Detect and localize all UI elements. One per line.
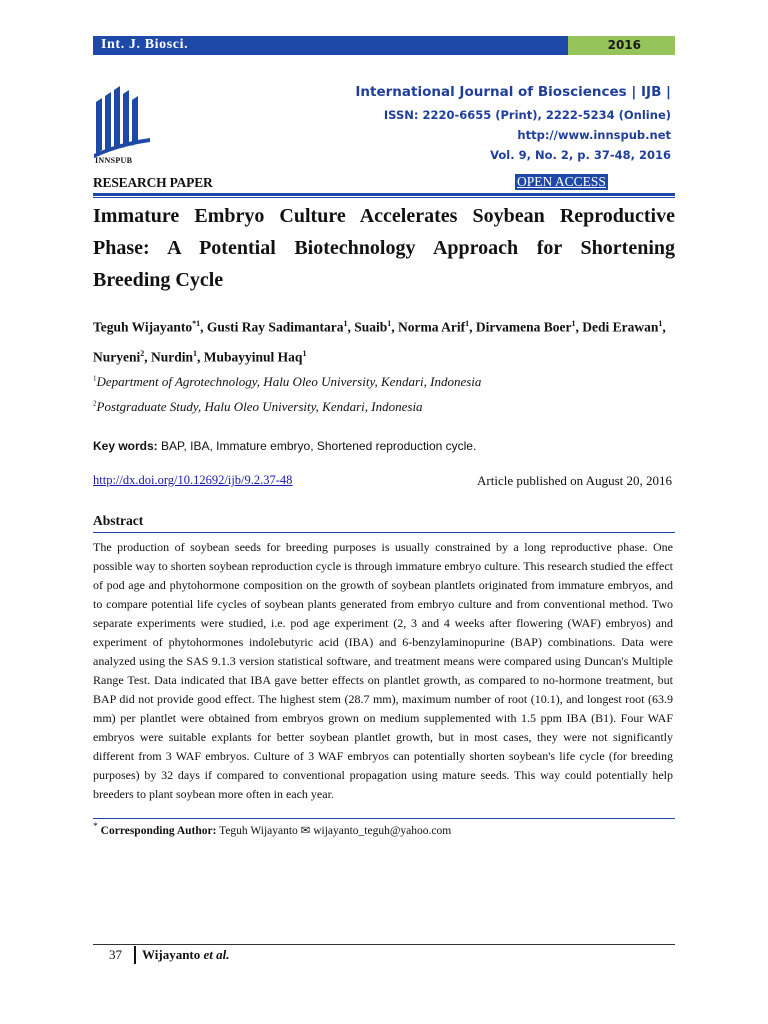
author-name: Suaib: [354, 319, 388, 335]
author-affiliation-marker: 2: [140, 348, 145, 358]
header-bar-left: [93, 36, 568, 55]
footer-running-author: [142, 947, 230, 963]
author-name: Dedi Erawan: [582, 319, 659, 335]
author-affiliation-marker: 1: [302, 348, 307, 358]
keywords-label: Key words:: [93, 439, 158, 453]
journal-url[interactable]: http://www.innspub.net: [517, 128, 671, 142]
footer-separator: [134, 946, 136, 964]
journal-header-bar: [93, 36, 675, 55]
author-name: Norma Arif: [397, 319, 466, 335]
abstract-heading: Abstract: [93, 513, 144, 528]
envelope-icon: ✉: [300, 824, 311, 837]
footer-divider: [93, 944, 675, 945]
abstract-bottom-divider: [93, 818, 675, 819]
author-name: Nurdin: [151, 349, 194, 364]
publish-date: Article published on August 20, 2016: [477, 473, 672, 488]
keywords: [93, 439, 476, 453]
author-affiliation-marker: *1: [192, 319, 201, 328]
footer-author-name: Wijayanto: [142, 947, 201, 962]
author-affiliation-marker: 1: [465, 319, 470, 328]
author-name: Dirvamena Boer: [475, 319, 572, 335]
author-name: Mubayyinul Haq: [203, 349, 303, 364]
author-list: Teguh Wijayanto$^{*1}$, Gusti Ray Sadimantara$^1$, Suaib$^1$, Norma Arif$^1$, Dirvamena Boer$^1$, Dedi Erawan$^1$, Nuryeni$^2$, Nurdin$^1$, Mubayyinul Haq$^1$: [93, 319, 666, 364]
author-affiliation-marker: 1: [387, 319, 392, 328]
corresponding-email[interactable]: wijayanto_teguh@yahoo.com: [313, 824, 452, 837]
journal-short-name: Int. J. Biosci.: [101, 37, 189, 52]
keywords-text: BAP, IBA, Immature embryo, Shortened reproduction cycle.: [161, 439, 477, 453]
corresponding-marker: *: [93, 821, 98, 832]
header-divider-thin: [93, 197, 675, 198]
affiliation-text: Department of Agrotechnology, Halu Oleo University, Kendari, Indonesia: [96, 374, 482, 389]
footer-etal: et al.: [203, 947, 230, 962]
affiliation-2: [93, 399, 423, 415]
header-divider-thick: [93, 193, 675, 196]
journal-info: [355, 84, 671, 165]
paper-type-label: RESEARCH PAPER: [93, 175, 213, 190]
corresponding-name: Teguh Wijayanto: [219, 824, 298, 837]
open-access-badge[interactable]: OPEN ACCESS: [517, 174, 606, 189]
author-name: Teguh Wijayanto: [93, 319, 193, 335]
paper-title: Immature Embryo Culture Accelerates Soybean Reproductive Phase: A Potential Biotechnology Approach for Shortening Breeding Cycle: [93, 205, 675, 291]
logo-wordmark: INNSPUB: [95, 156, 133, 165]
corresponding-author: [93, 821, 451, 837]
affiliation-marker: 1: [93, 374, 97, 383]
doi-link[interactable]: http://dx.doi.org/10.12692/ijb/9.2.37-48: [93, 473, 293, 487]
abstract-body: The production of soybean seeds for breeding purposes is usually constrained by a long reproductive phase. One possible way to shorten soybean reproduction cycle is through immature embryo culture. This research studied the effect of pod age and phytohormone composition on the growth of soybean plantlets originated from immature embryos, and to compare potential life cycles of soybean plants generated from embryo culture and from conventional method. Two separate experiments were studied, i.e. pod age experiment (2, 3 and 4 weeks after flowering (WAF) embryos) and experiment of phytohormones indolebutyric acid (IBA) and 6-benzylaminopurine (BAP) combinations. Data were analyzed using the SAS 9.1.3 version statistical software, and treatment means were compared using Duncan's Multiple Range Test. Data indicated that IBA gave better effects on plantlet growth, as compared to no-hormone treatment, but BAP did not provide good effect. The highest stem (28.7 mm), maximum number of root (10.1), and longest root (63.9 mm) per plantlet were obtained from embryos grown on medium supplemented with 1.5 ppm IBA (B1). Four WAF embryos were suitable explants for better soybean plantlet growth, but in most cases, they were not significantly different from 3 WAF embryos. Culture of 3 WAF embryos can potentially shorten soybean's life cycle (for breeding purposes) by 32 days if compared to conventional propagation using mature seeds. This way could potentially help breeders to plant soybean more often in each year.: [93, 540, 673, 801]
journal-volume: Vol. 9, No. 2, p. 37-48, 2016: [490, 148, 671, 162]
innspub-logo-icon: [92, 84, 152, 164]
author-affiliation-marker: 1: [343, 319, 348, 328]
abstract-divider: [93, 532, 675, 533]
author-affiliation-marker: 1: [571, 319, 576, 328]
header-bar-right: [568, 36, 675, 55]
journal-issn: ISSN: 2220-6655 (Print), 2222-5234 (Online): [383, 108, 671, 122]
affiliation-text: Postgraduate Study, Halu Oleo University, Kendari, Indonesia: [96, 399, 423, 414]
journal-name: International Journal of Biosciences | IJB |: [355, 84, 671, 100]
header-year: 2016: [607, 38, 641, 52]
author-affiliation-marker: 1: [193, 348, 198, 358]
affiliation-marker: 2: [93, 399, 97, 408]
author-name: Nuryeni: [93, 349, 141, 364]
author-name: Gusti Ray Sadimantara: [206, 319, 344, 335]
affiliation-1: [93, 374, 481, 390]
corresponding-label: Corresponding Author:: [100, 824, 217, 837]
author-affiliation-marker: 1: [658, 319, 663, 328]
page-number: 37: [109, 947, 122, 962]
